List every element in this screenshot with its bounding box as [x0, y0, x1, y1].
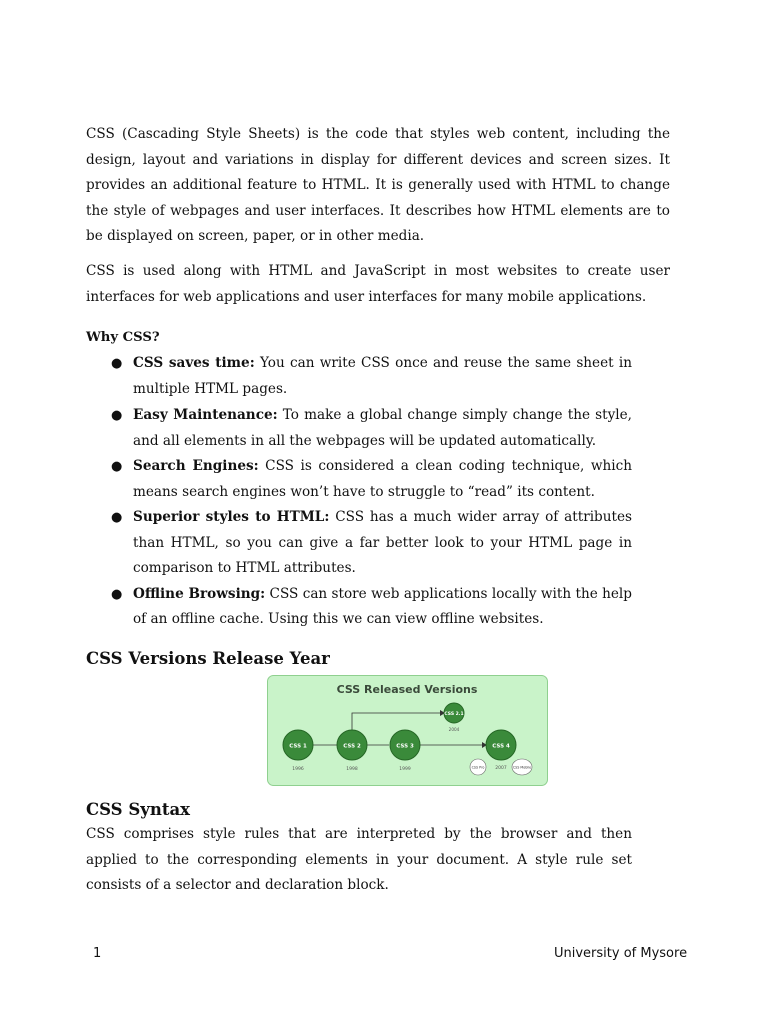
node-css21-year: 2004: [448, 727, 460, 732]
node-css2-label: CSS 2: [343, 743, 361, 750]
node-css21-label: CSS 2.1: [444, 712, 464, 717]
list-item: [86, 505, 632, 582]
intro-paragraph-2: CSS is used along with HTML and JavaScript in most websites to create user interfaces for web applications and user interfaces for many mobile applications.: [86, 263, 670, 305]
bullet-term: Offline Browsing:: [133, 585, 266, 602]
bullet-icon: ●: [111, 510, 123, 525]
page-number: 1: [93, 946, 102, 961]
bullet-text: CSS has a much wider array of attributes than HTML, so you can give a far better look to your HTML page in comparison to HTML attributes.: [133, 509, 632, 576]
list-item: [86, 582, 632, 633]
bullet-text: To make a global change simply change the style, and all elements in all the webpages will be updated automatically.: [133, 407, 632, 449]
why-css-heading: Why CSS?: [86, 330, 160, 345]
bullet-text: You can write CSS once and reuse the same sheet in multiple HTML pages.: [133, 355, 633, 397]
versions-section-title: CSS Versions Release Year: [86, 649, 330, 668]
bullet-term: Search Engines:: [133, 458, 259, 474]
bullet-icon: ●: [111, 408, 123, 423]
bullet-icon: ●: [111, 586, 123, 602]
node-css1-label: CSS 1: [289, 743, 307, 750]
bullet-term: Easy Maintenance:: [133, 407, 278, 423]
node-css1-year: 1996: [292, 767, 304, 772]
why-css-list: [86, 351, 632, 633]
bullet-term: CSS saves time:: [133, 355, 255, 371]
node-css3-year: 1999: [399, 767, 411, 772]
syntax-section-title: CSS Syntax: [86, 800, 190, 819]
bullet-icon: ●: [111, 356, 123, 371]
intro-paragraph-1: CSS (Cascading Style Sheets) is the code that styles web content, including the design, layout and variations in display for different devices and screen sizes. It provides an additional feature to HTML. It is generally used with HTML to change the style of webpages and user interfaces. It describes how HTML elements are to be displayed on screen, paper, or in other media.: [86, 126, 670, 244]
list-item: [86, 403, 632, 454]
bullet-term: Superior styles to HTML:: [133, 509, 330, 525]
node-css4-year: 2007: [495, 766, 507, 771]
list-item: [86, 351, 632, 402]
profile-css-pro-label: CSS Pro: [471, 765, 485, 770]
bullet-icon: ●: [111, 459, 123, 474]
node-css4-label: CSS 4: [492, 743, 510, 750]
bullet-text: CSS is considered a clean coding technique, which means search engines won’t have to struggle to “read” its content.: [133, 458, 632, 500]
profile-css-mobile-label: CSS Mobile: [512, 765, 532, 770]
css-versions-diagram: [267, 675, 548, 786]
syntax-paragraph: CSS comprises style rules that are interpreted by the browser and then applied to the corresponding elements in your document. A style rule set consists of a selector and declaration block.: [86, 826, 632, 893]
bullet-text: CSS can store web applications locally with the help of an offline cache. Using this we can view offline websites.: [133, 585, 632, 627]
node-css2-year: 1998: [346, 767, 358, 772]
footer-institution: University of Mysore: [554, 946, 688, 961]
list-item: [86, 454, 632, 505]
node-css3-label: CSS 3: [396, 743, 414, 750]
diagram-title: CSS Released Versions: [336, 683, 478, 696]
